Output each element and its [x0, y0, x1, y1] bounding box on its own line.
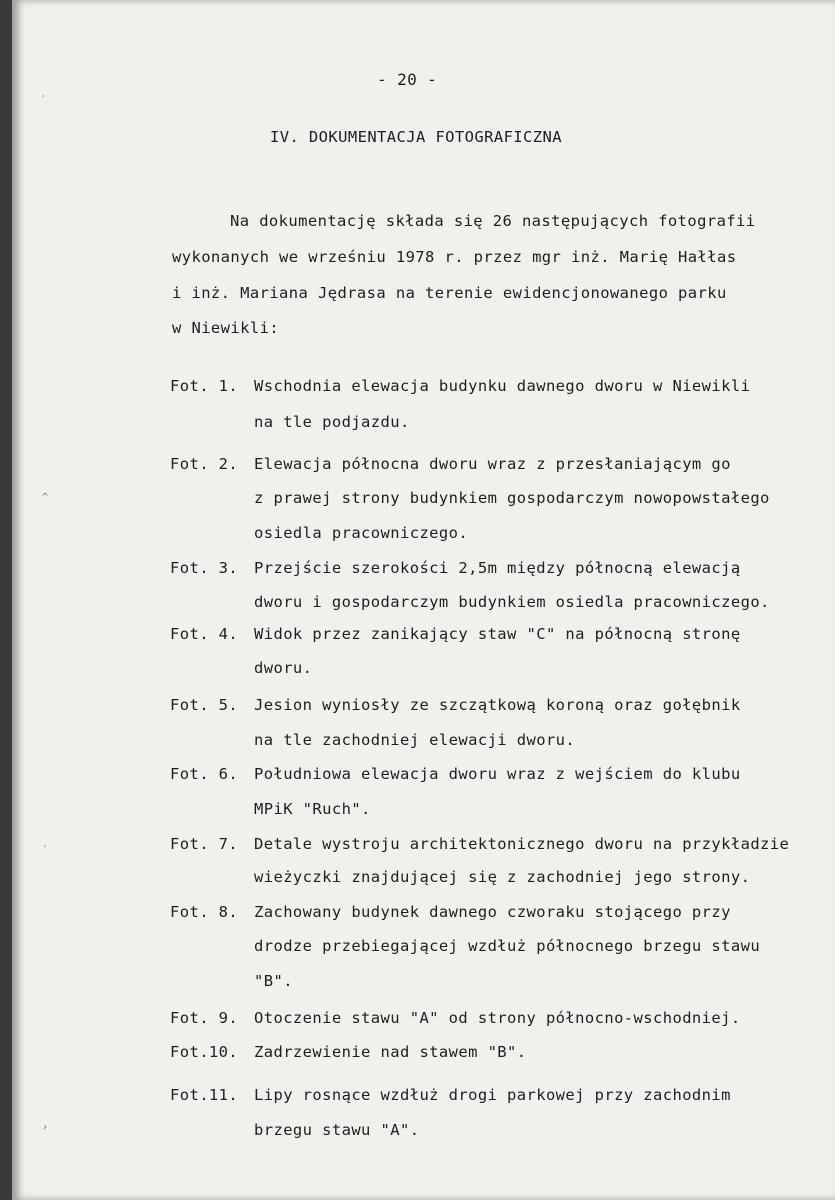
- photo-label: Fot. 2.: [170, 455, 239, 473]
- photo-description: Południowa elewacja dworu wraz z wejściem do klubu: [254, 765, 741, 783]
- photo-label: Fot. 9.: [170, 1009, 239, 1027]
- photo-description: MPiK "Ruch".: [254, 800, 371, 818]
- scan-mark: ˌ: [42, 838, 49, 849]
- section-title: IV. DOKUMENTACJA FOTOGRAFICZNA: [270, 128, 562, 146]
- photo-description: na tle podjazdu.: [254, 413, 410, 431]
- intro-line: i inż. Mariana Jędrasa na terenie ewidencjonowanego parku: [172, 284, 727, 302]
- photo-label: Fot. 7.: [170, 835, 239, 853]
- photo-description: dworu.: [254, 659, 313, 677]
- photo-description: Widok przez zanikający staw "C" na północną stronę: [254, 625, 741, 643]
- photo-label: Fot. 6.: [170, 765, 239, 783]
- photo-description: Zachowany budynek dawnego czworaku stojącego przy: [254, 903, 731, 921]
- photo-description: Lipy rosnące wzdłuż drogi parkowej przy zachodnim: [254, 1086, 731, 1104]
- photo-description: Detale wystroju architektonicznego dworu na przykładzie: [254, 835, 790, 853]
- intro-line: wykonanych we wrześniu 1978 r. przez mgr inż. Marię Hałłas: [172, 248, 737, 266]
- photo-label: Fot. 5.: [170, 696, 239, 714]
- photo-description: "B".: [254, 972, 293, 990]
- photo-description: Elewacja północna dworu wraz z przesłaniającym go: [254, 455, 731, 473]
- photo-description: drodze przebiegającej wzdłuż północnego brzegu stawu: [254, 937, 761, 955]
- scan-mark: ˌ: [40, 88, 47, 99]
- photo-description: Wschodnia elewacja budynku dawnego dworu w Niewikli: [254, 377, 751, 395]
- photo-label: Fot. 4.: [170, 625, 239, 643]
- photo-description: wieżyczki znajdującej się z zachodniej jego strony.: [254, 868, 751, 886]
- photo-description: dworu i gospodarczym budynkiem osiedla pracowniczego.: [254, 593, 770, 611]
- photo-description: osiedla pracowniczego.: [254, 524, 469, 542]
- photo-description: Otoczenie stawu "A" od strony północno-wschodniej.: [254, 1009, 741, 1027]
- photo-description: Zadrzewienie nad stawem "B".: [254, 1043, 527, 1061]
- photo-label: Fot. 8.: [170, 903, 239, 921]
- photo-label: Fot.10.: [170, 1043, 239, 1061]
- intro-line: w Niewikli:: [172, 319, 280, 337]
- photo-description: z prawej strony budynkiem gospodarczym nowopowstałego: [254, 489, 770, 507]
- photo-label: Fot.11.: [170, 1086, 239, 1104]
- photo-description: na tle zachodniej elewacji dworu.: [254, 731, 576, 749]
- scan-mark: ^: [42, 492, 49, 503]
- document-page: [12, 0, 835, 1200]
- photo-description: brzegu stawu "A".: [254, 1121, 420, 1139]
- photo-description: Przejście szerokości 2,5m między północną elewacją: [254, 559, 741, 577]
- photo-label: Fot. 1.: [170, 377, 239, 395]
- scan-mark: ›: [42, 1122, 49, 1133]
- photo-description: Jesion wyniosły ze szczątkową koroną oraz gołębnik: [254, 696, 741, 714]
- intro-line: Na dokumentację składa się 26 następujących fotografii: [230, 212, 756, 230]
- page-number: - 20 -: [377, 70, 438, 89]
- photo-label: Fot. 3.: [170, 559, 239, 577]
